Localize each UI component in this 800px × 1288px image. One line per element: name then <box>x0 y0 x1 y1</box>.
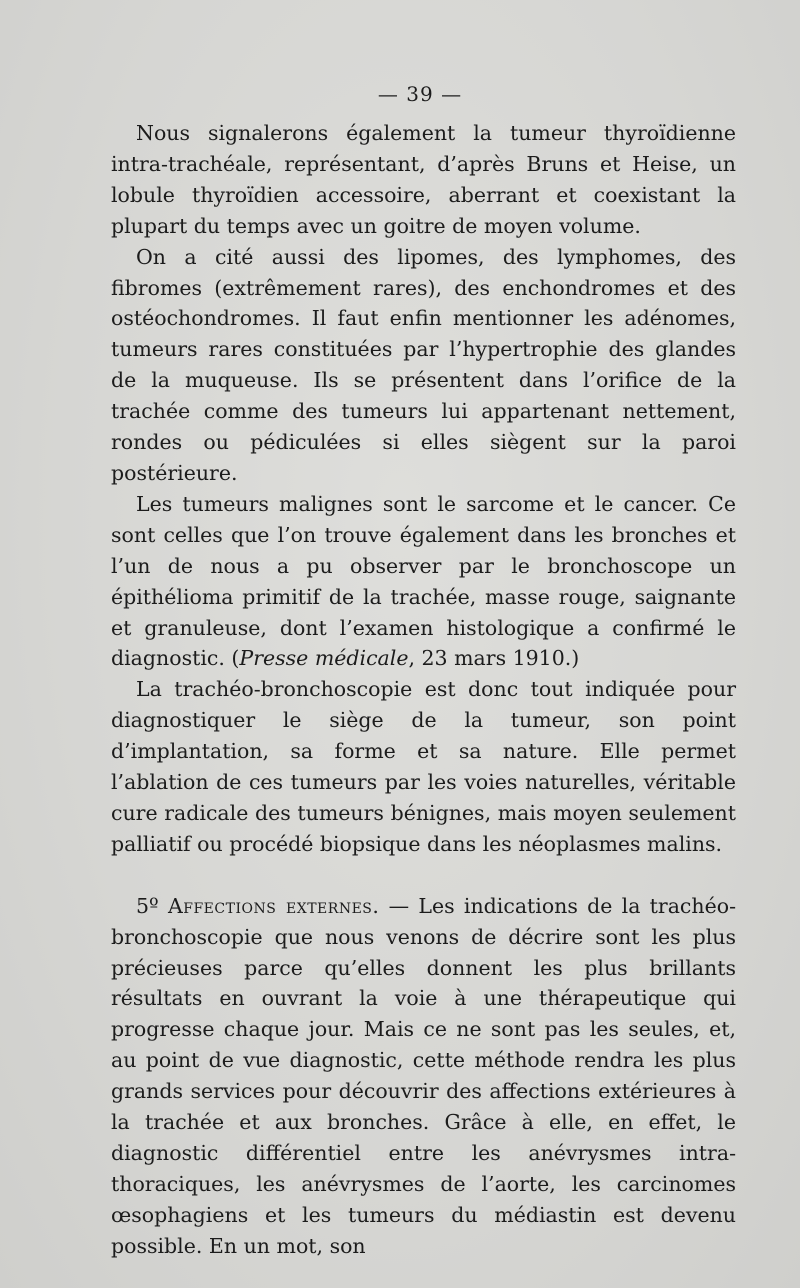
page-number: — 39 — <box>377 82 463 106</box>
section-text: — Les indications de la trachéo-bronchoscopie que nous venons de décrire sont les plus précieuses parce qu’elles donnent les plus brillants résultats en ouvrant la voie à une thérapeutique qui progresse chaque jour. Mais ce ne sont pas les seules, et, au point de vue diagnostic, cette méthode rendra les plus grands services pour découvrir des affections extérieures à la trachée et aux bronches. Grâce à elle, en effet, le diagnostic différentiel entre les anévrysmes intra-thoraciques, les anévrysmes de l’aorte, les carcinomes œsophagiens et les tumeurs du médiastin est devenu possible. En un mot, son <box>111 893 736 1258</box>
paragraph-malignant-tumors <box>111 489 736 674</box>
journal-citation: Presse médicale <box>239 646 409 671</box>
malignant-text: Les tumeurs malignes sont le sarcome et le cancer. Ce sont celles que l’on trouve également dans les bronches et l’un de nous a pu observer par le bronchoscope un épithélioma primitif de la trachée, masse rouge, saignante et granuleuse, dont l’examen histologique a confirmé le diagnostic. ( <box>111 491 736 671</box>
section-heading: Affections externes. <box>167 893 380 918</box>
paragraph-external-affections <box>111 891 736 1262</box>
paragraph-thyroid-tumor: Nous signalerons également la tumeur thyroïdienne intra-trachéale, représentant, d’après Bruns et Heise, un lobule thyroïdien accessoire, aberrant et coexistant la plupart du temps avec un goitre de moyen volume. <box>111 121 736 238</box>
paragraph-benign-tumors: On a cité aussi des lipomes, des lymphomes, des fibromes (extrêmement rares), des enchondromes et des ostéochondromes. Il faut enfin mentionner les adénomes, tumeurs rares constituées par l’hypertrophie des glandes de la muqueuse. Ils se présentent dans l’orifice de la trachée comme des tumeurs lui appartenant nettement, rondes ou pédiculées si elles siègent sur la paroi postérieure. <box>111 244 736 485</box>
citation-date: , 23 mars 1910.) <box>408 646 580 671</box>
body-text <box>111 118 736 1262</box>
section-number: 5º <box>136 893 159 918</box>
paragraph-bronchoscopy-indication: La trachéo-bronchoscopie est donc tout indiquée pour diagnostiquer le siège de la tumeur, son point d’implantation, sa forme et sa nature. Elle permet l’ablation de ces tumeurs par les voies naturelles, véritable cure radicale des tumeurs bénignes, mais moyen seulement palliatif ou procédé biopsique dans les néoplasmes malins. <box>111 677 736 856</box>
